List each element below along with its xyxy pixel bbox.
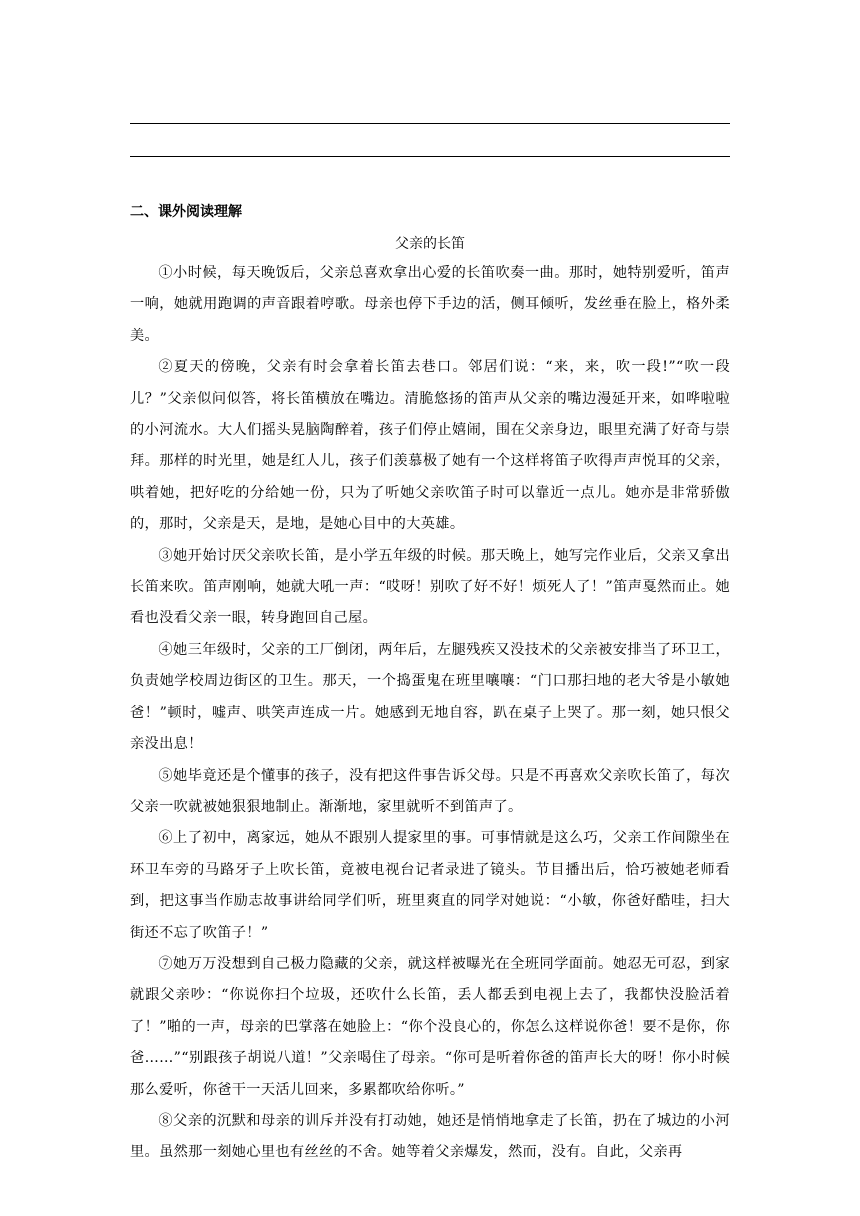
paragraph-4: ④她三年级时，父亲的工厂倒闭，两年后，左腿残疾又没技术的父亲被安排当了环卫工，负责她学校周边街区的卫生。那天，一个捣蛋鬼在班里嚷嚷：“门口那扫地的老大爷是小敏她爸！”顿时，嘘声、哄笑声连成一片。她感到无地自容，趴在桌子上哭了。那一刻，她只恨父亲没出息！ — [130, 641, 730, 753]
article-body — [130, 258, 730, 1169]
paragraph-6: ⑥上了初中，离家远，她从不跟别人提家里的事。可事情就是这么巧，父亲工作间隙坐在环卫车旁的马路牙子上吹长笛，竟被电视台记者录进了镜头。节目播出后，恰巧被她老师看到，把这事当作励志故事讲给同学们听，班里爽直的同学对她说：“小敏，你爸好酷哇，扫大街还不忘了吹笛子！” — [130, 830, 730, 941]
paragraph-5: ⑤她毕竟还是个懂事的孩子，没有把这件事告诉父母。只是不再喜欢父亲吹长笛了，每次父亲一吹就被她狠狠地制止。渐渐地，家里就听不到笛声了。 — [130, 767, 730, 815]
paragraph-7: ⑦她万万没想到自己极力隐藏的父亲，就这样被曝光在全班同学面前。她忍无可忍，到家就跟父亲吵：“你说你扫个垃圾，还吹什么长笛，丢人都丢到电视上去了，我都快没脸活着了！”啪的一声，母亲的巴掌落在她脸上：“你个没良心的，你怎么这样说你爸！要不是你，你爸……”“别跟孩子胡说八道！”父亲喝住了母亲。“你可是听着你爸的笛声长大的呀！你小时候那么爱听，你爸干一天活儿回来，多累都吹给你听。” — [130, 955, 730, 1098]
paragraph-1: ①小时候，每天晚饭后，父亲总喜欢拿出心爱的长笛吹奏一曲。那时，她特别爱听，笛声一响，她就用跑调的声音跟着哼歌。母亲也停下手边的活，侧耳倾听，发丝垂在脸上，格外柔美。 — [130, 265, 730, 344]
section-heading: 二、课外阅读理解 — [130, 204, 242, 220]
paragraph-3: ③她开始讨厌父亲吹长笛，是小学五年级的时候。那天晚上，她写完作业后，父亲又拿出长笛来吹。笛声刚响，她就大吼一声：“哎呀！别吹了好不好！烦死人了！”笛声戛然而止。她看也没看父亲一眼，转身跑回自己屋。 — [130, 547, 730, 627]
answer-line-2 — [130, 156, 730, 157]
answer-line-1 — [130, 123, 730, 124]
article-title: 父亲的长笛 — [395, 236, 465, 252]
paragraph-8: ⑧父亲的沉默和母亲的训斥并没有打动她，她还是悄悄地拿走了长笛，扔在了城边的小河里。虽然那一刻她心里也有丝丝的不舍。她等着父亲爆发，然而，没有。自此，父亲再 — [130, 1112, 730, 1161]
paragraph-2: ②夏天的傍晚，父亲有时会拿着长笛去巷口。邻居们说：“来，来，吹一段!”“吹一段儿？”父亲似问似答，将长笛横放在嘴边。清脆悠扬的笛声从父亲的嘴边漫延开来，如哗啦啦的小河流水。大人们摇头晃脑陶醉着，孩子们停止嬉闹，围在父亲身边，眼里充满了好奇与崇拜。那样的时光里，她是红人儿，孩子们羡慕极了她有一个这样将笛子吹得声声悦耳的父亲，哄着她，把好吃的分给她一份，只为了听她父亲吹笛子时可以靠近一点儿。她亦是非常骄傲的，那时，父亲是天，是地，是她心目中的大英雄。 — [130, 359, 730, 533]
